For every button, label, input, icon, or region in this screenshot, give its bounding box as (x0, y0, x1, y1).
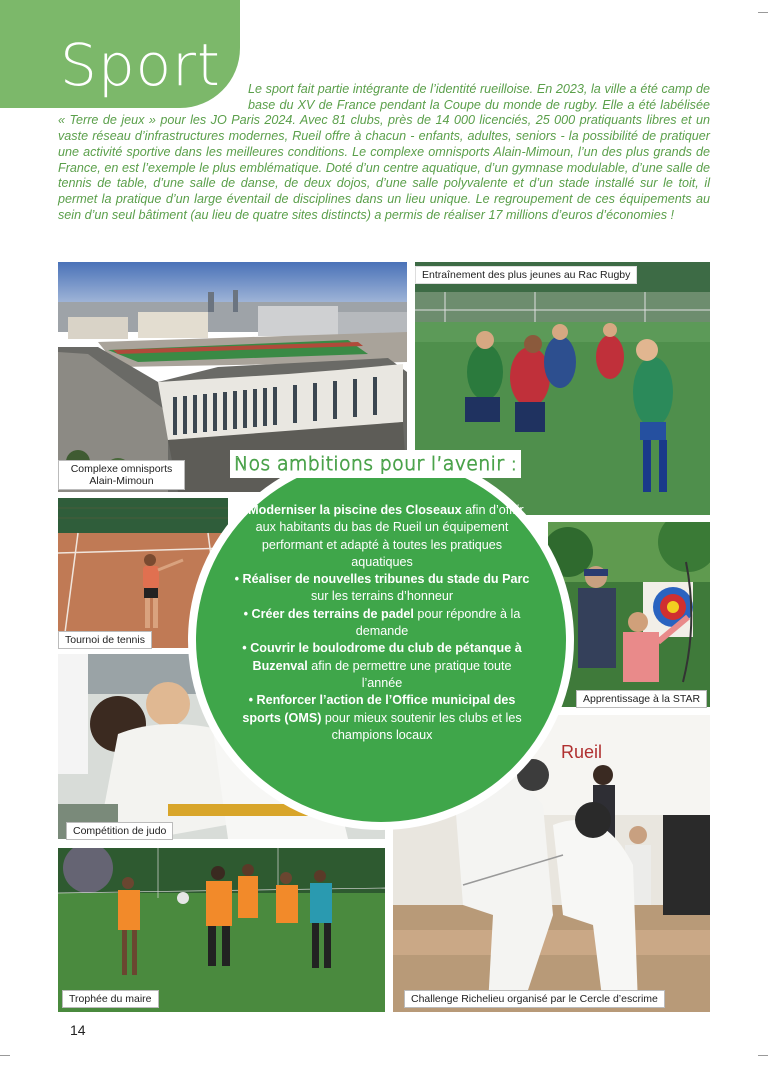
caption-complexe-line2: Alain-Mimoun (89, 475, 154, 487)
crop-mark (0, 1055, 10, 1056)
ambition-item (232, 571, 532, 606)
crop-mark (758, 1055, 768, 1056)
caption-tennis: Tournoi de tennis (58, 631, 152, 649)
crop-mark (758, 12, 768, 13)
ambition-item (232, 692, 532, 744)
ambition-item-text: sur les terrains d’honneur (310, 589, 454, 604)
caption-star: Apprentissage à la STAR (576, 690, 707, 708)
caption-complexe (58, 460, 185, 490)
ambition-item-bold: • Moderniser la piscine des Closeaux (240, 503, 462, 517)
ambition-item-bold: • Couvrir le boulodrome du club de pétanque à Buzenval (242, 641, 522, 673)
ambition-item (232, 640, 532, 692)
ambition-item-bold: • Renforcer l’action de l’Office municipal des sports (OMS) (242, 693, 516, 725)
ambition-item (232, 606, 532, 641)
ambition-item-bold: • Réaliser de nouvelles tribunes du stade du Parc (234, 572, 530, 587)
intro-text: Le sport fait partie intégrante de l’identité rueilloise. En 2023, la ville a été camp de base du XV de France pendant la Coupe du monde de rugby. Elle a été labélisée « Terre de jeux » pour les JO Paris 2024. Avec 81 clubs, près de 14 000 licenciés, 25 000 pratiquants libres et un vaste réseau d’infrastructures modernes, Rueil offre à chacun - enfants, adultes, seniors - la possibilité de pratiquer une activité sportive dans les meilleures conditions. Le complexe omnisports Alain-Mimoun, l’un des plus grands de France, en est l’exemple le plus emblématique. Doté d’un centre aquatique, d’un gymnase modulable, d’une salle de tennis de table, d’une salle de danse, de deux dojos, d’une salle polyvalente et d’un stade installé sur le toit, il permet la pratique d’un large éventail de disciplines dans un lieu unique. Le regroupement de ces équipements au sein d’un seul bâtiment (au lieu de quatre sites distincts) a permis de réaliser 17 millions d’euros d’économies ! (58, 82, 710, 222)
ambition-item-text: afin de permettre une pratique toute l’année (307, 658, 512, 690)
ambitions-list (232, 502, 532, 744)
ambition-item-text: pour mieux soutenir les clubs et les champions locaux (321, 710, 522, 742)
sign-rueil: Rueil (561, 742, 603, 762)
ambition-item (232, 502, 532, 571)
intro-paragraph (58, 82, 710, 223)
caption-complexe-line1: Complexe omnisports (70, 463, 173, 475)
page-number: 14 (70, 1022, 86, 1038)
ambition-item-text: afin d’offrir aux habitants du bas de Rueil un équipement performant et adapté à toutes les pratiques aquatiques (255, 503, 524, 569)
section-title: Sport (60, 31, 221, 99)
ambition-item-bold: • Créer des terrains de padel (243, 606, 414, 621)
caption-escrime: Challenge Richelieu organisé par le Cercle d’escrime (404, 990, 665, 1008)
caption-judo: Compétition de judo (66, 822, 173, 840)
ambitions-heading: Nos ambitions pour l’avenir : (230, 450, 521, 478)
caption-rugby: Entraînement des plus jeunes au Rac Rugby (415, 266, 637, 284)
ambition-item-text: pour répondre à la demande (355, 606, 521, 639)
photo-trophee-du-maire (58, 848, 385, 1012)
caption-trophee: Trophée du maire (62, 990, 159, 1008)
